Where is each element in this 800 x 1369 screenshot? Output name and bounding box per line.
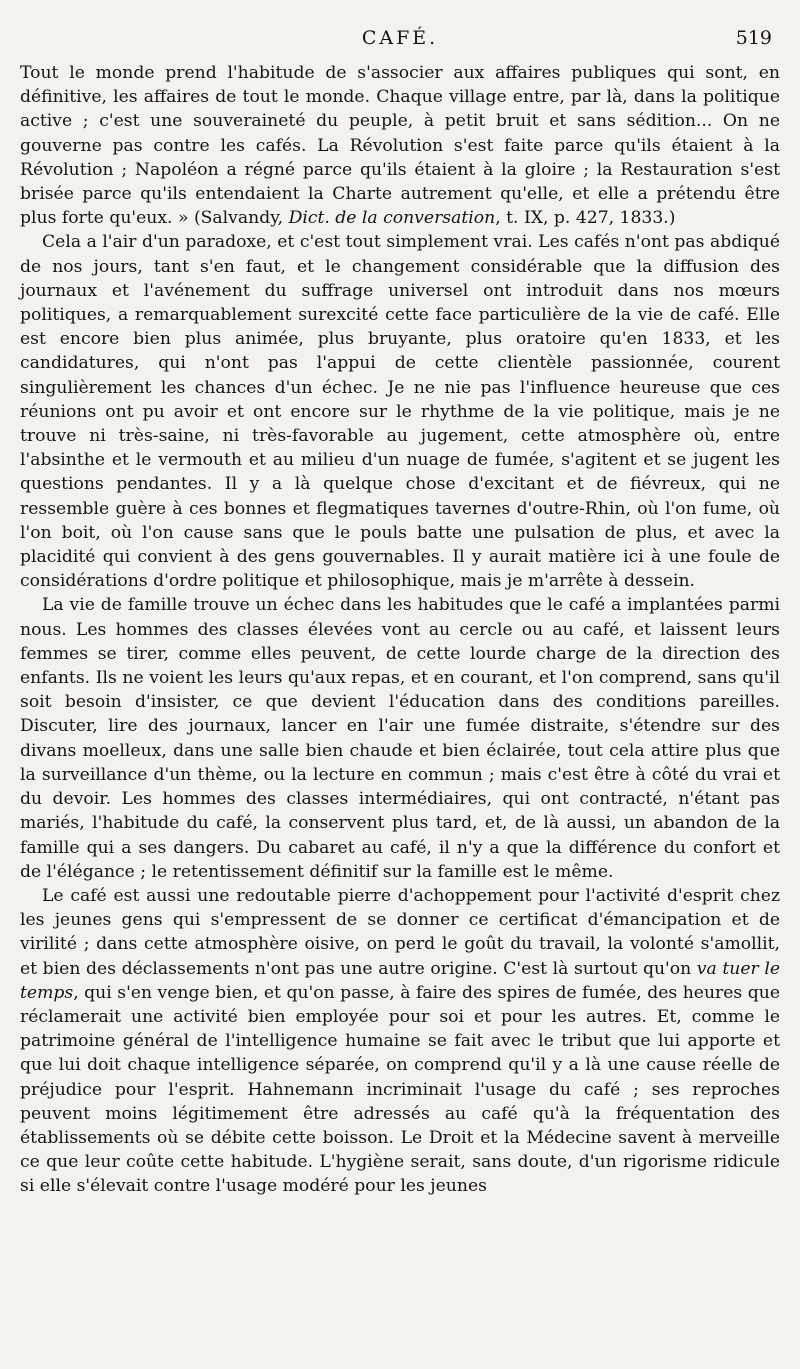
paragraph-2 <box>20 230 780 593</box>
italic-phrase: va tuer le temps <box>20 958 781 1003</box>
paragraph-3 <box>20 593 780 883</box>
text-segment: , qui s'en venge bien, et qu'on passe, à faire des spires de fumée, des heures que réclamerait une activité bien employée pour soi et pour les autres. Et, comme le patrimoine général de l'intelligence humaine se fait avec le tribut que lui apporte et que lui doit chaque intelligence séparée, on comprend qu'il y a là une cause réelle de préjudice pour l'esprit. Hahnemann incriminait l'usage du café ; ses reproches peuvent moins légitimement être adressés au café qu'à la fréquentation des établissements où se débite cette boisson. Le Droit et la Médecine savent à merveille ce que leur coûte cette habitude. L'hygiène serait, sans doute, d'un rigorisme ridicule si elle s'élevait contre l'usage modéré pour les jeunes <box>20 982 780 1197</box>
text-segment: Tout le monde prend l'habitude de s'associer aux affaires publiques qui sont, en définitive, les affaires de tout le monde. Chaque village entre, par là, dans la politique active ; c'est une souveraineté du peuple, à petit bruit et sans sédition... On ne gouverne pas contre les cafés. La Révolution s'est faite parce qu'ils étaient à la Révolution ; Napoléon a régné parce qu'ils étaient à la gloire ; la Restauration s'est brisée parce qu'ils entendaient la Charte autrement qu'elle, et elle a prétendu être plus forte qu'eux. » (Salvandy, <box>20 63 780 229</box>
text-segment: , t. IX, p. 427, 1833.) <box>495 208 676 229</box>
paragraph-4 <box>20 884 780 1199</box>
text-segment: La vie de famille trouve un échec dans les habitudes que le café a implantées parmi nous. Les hommes des classes élevées vont au cercle ou au café, et laissent leurs femmes se tirer, comme elles peuvent, de cette lourde charge de la direction des enfants. Ils ne voient les leurs qu'aux repas, et en courant, et l'on comprend, sans qu'il soit besoin d'insister, ce que devient l'éducation dans des conditions pareilles. Discuter, lire des journaux, lancer en l'air une fumée distraite, s'étendre sur des divans moelleux, dans une salle bien chaude et bien éclairée, tout cela attire plus que la surveillance d'un thème, ou la lecture en commun ; mais c'est être à côté du vrai et du devoir. Les hommes des classes intermédiaires, qui ont contracté, n'étant pas mariés, l'habitude du café, la conservent plus tard, et, de là aussi, un abandon de la famille qui a ses dangers. Du cabaret au café, il n'y a que la différence du confort et de l'élégance ; le retentissement définitif sur la famille est le même. <box>20 595 780 882</box>
paragraph-1 <box>20 61 780 230</box>
running-header <box>20 27 780 61</box>
running-title: CAFÉ. <box>361 27 439 49</box>
text-segment: Cela a l'air d'un paradoxe, et c'est tout simplement vrai. Les cafés n'ont pas abdiqué de nos jours, tant s'en faut, et le changement considérable que la diffusion des journaux et l'avénement du suffrage universel ont introduit dans nos mœurs politiques, a remarquablement surexcité cette face particulière de la vie de café. Elle est encore bien plus animée, plus bruyante, plus oratoire qu'en 1833, et les candidatures, qui n'ont pas l'appui de cette clientèle passionnée, courent singulièrement les chances d'un échec. Je ne nie pas l'influence heureuse que ces réunions ont pu avoir et ont encore sur le rhythme de la vie politique, mais je ne trouve ni très-saine, ni très-favorable au jugement, cette atmosphère où, entre l'absinthe et le vermouth et au milieu d'un nuage de fumée, s'agitent et se jugent les questions pendantes. Il y a là quelque chose d'excitant et de fiévreux, qui ne ressemble guère à ces bonnes et flegmatiques tavernes d'outre-Rhin, où l'on fume, où l'on boit, où l'on cause sans que le pouls batte une pulsation de plus, et avec la placidité qui convient à des gens gouvernables. Il y aurait matière ici à une foule de considérations d'ordre politique et philosophique, mais je m'arrête à dessein. <box>20 232 780 592</box>
body-text <box>20 61 780 1199</box>
citation-title: Dict. de la conversation <box>288 208 496 229</box>
text-segment: Le café est aussi une redoutable pierre d'achoppement pour l'activité d'esprit chez les jeunes gens qui s'empressent de se donner ce certificat d'émancipation et de virilité ; dans cette atmosphère oisive, on perd le goût du travail, la volonté s'amollit, et bien des déclassements n'ont pas une autre origine. C'est là surtout qu'on <box>20 885 780 979</box>
page-number: 519 <box>735 27 772 49</box>
